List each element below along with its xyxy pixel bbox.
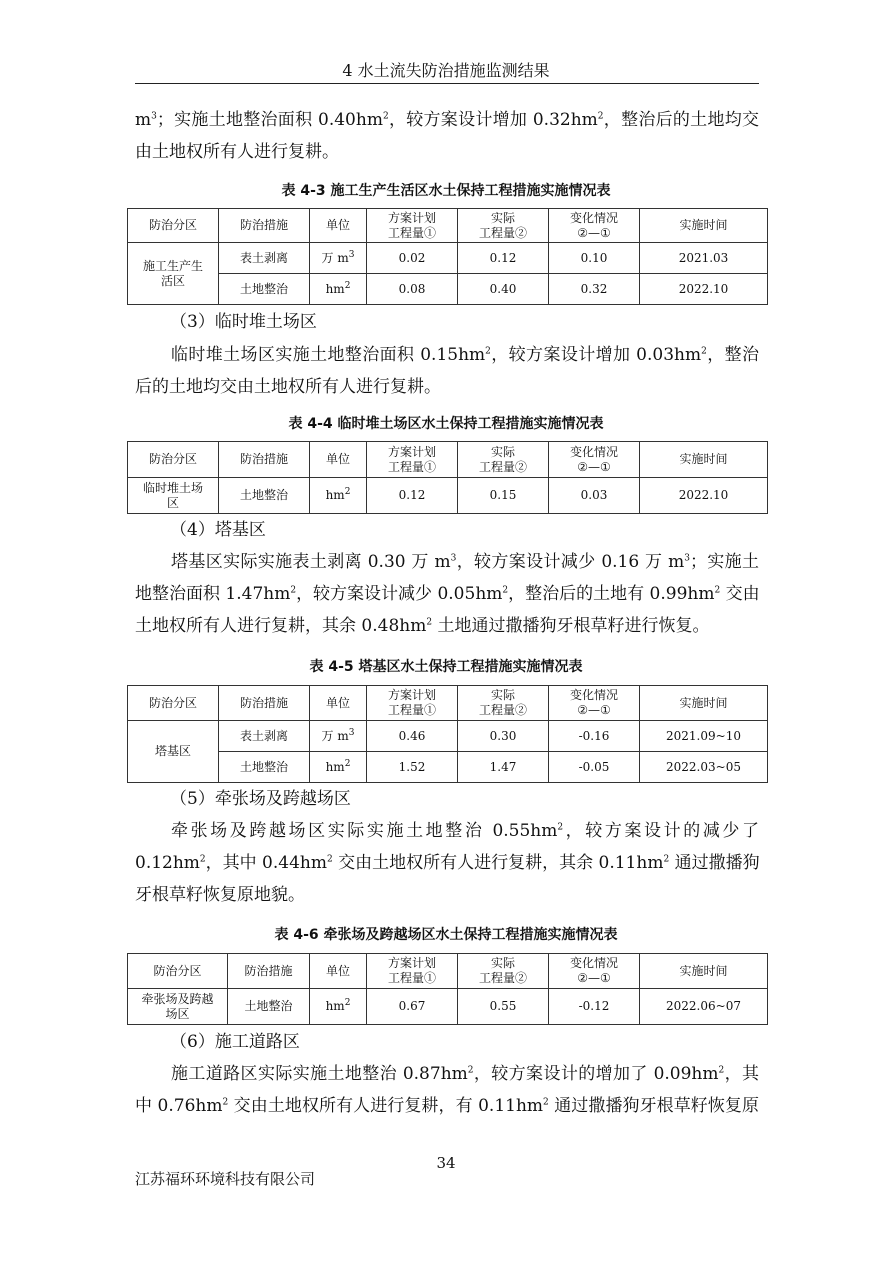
paragraph-line: 牙根草籽恢复原地貌。: [135, 885, 305, 905]
paragraph-line: 后的土地均交由土地权所有人进行复耕。: [135, 377, 441, 397]
table-row: 土地整治 $hm^2$ 1.52 1.47 -0.05 2022.03~05: [128, 752, 768, 783]
paragraph-line: 由土地权所有人进行复耕。: [135, 142, 339, 162]
table-caption: 表 4-3 施工生产生活区水土保持工程措施实施情况表: [281, 183, 611, 199]
table-row: 土地整治 $hm^2$ 0.08 0.40 0.32 2022.10: [128, 274, 768, 305]
table-row: 塔基区 表土剥离 万 $m^3$ 0.46 0.30 -0.16 2021.09~10: [128, 721, 768, 752]
paragraph-line: 中 $0.76hm^2$ 交由土地权所有人进行复耕，有 $0.11hm^2$ 通过撒播狗牙根草籽恢复原: [135, 1096, 759, 1116]
table-header-row: 防治分区 防治措施 单位 方案计划 工程量① 实际 工程量② 变化情况 ②—① 实施时间: [128, 442, 768, 478]
paragraph-line: 塔基区实际实施表土剥离 0.30 万 $m^3$，较方案设计减少 0.16 万 $m^3$；实施土: [171, 552, 760, 572]
table-4-5: [127, 685, 768, 783]
table-caption: 表 4-6 牵张场及跨越场区水土保持工程措施实施情况表: [274, 927, 618, 943]
company-name: 江苏福环环境科技有限公司: [135, 1170, 316, 1188]
paragraph-sec6: [135, 1058, 759, 1122]
section-title: （6）施工道路区: [170, 1032, 300, 1052]
table-row: 施工生产生 活区 表土剥离 万 $m^3$ 0.02 0.12 0.10 2021.03: [128, 243, 768, 274]
paragraph-line: 临时堆土场区实施土地整治面积 $0.15hm^2$，较方案设计增加 $0.03hm^2$，整治: [171, 345, 760, 365]
paragraph-line: 施工道路区实际实施土地整治 $0.87hm^2$，较方案设计的增加了 $0.09hm^2$，其: [171, 1064, 759, 1084]
header-rule: [135, 83, 759, 84]
zone-cell: 牵张场及跨越 场区: [128, 989, 228, 1025]
table-row: 临时堆土场 区 土地整治 $hm^2$ 0.12 0.15 0.03 2022.10: [128, 478, 768, 514]
table-caption: 表 4-5 塔基区水土保持工程措施实施情况表: [309, 659, 583, 675]
paragraph-line: 牵张场及跨越场区实际实施土地整治 $0.55hm^2$，较方案设计的减少了: [171, 821, 759, 841]
zone-cell: 临时堆土场 区: [128, 478, 219, 514]
section-title: （3）临时堆土场区: [170, 312, 317, 332]
running-header: 4 水土流失防治措施监测结果: [342, 61, 550, 80]
table-4-6: [127, 953, 768, 1025]
paragraph-sec4: [135, 546, 759, 642]
section-title: （5）牵张场及跨越场区: [170, 789, 351, 809]
paragraph-sec5: [135, 815, 759, 911]
paragraph-line: $m^3$；实施土地整治面积 $0.40hm^2$，较方案设计增加 $0.32hm^2$，整治后的土地均交: [135, 110, 760, 130]
table-header-row: 防治分区 防治措施 单位 方案计划 工程量① 实际 工程量② 变化情况 ②—① 实施时间: [128, 954, 768, 989]
paragraph-line: 地整治面积 $1.47hm^2$，较方案设计减少 $0.05hm^2$，整治后的土地有 $0.99hm^2$ 交由: [135, 584, 760, 604]
paragraph-line: 土地权所有人进行复耕，其余 $0.48hm^2$ 土地通过撒播狗牙根草籽进行恢复。: [135, 616, 710, 636]
table-header-row: 防治分区 防治措施 单位 方案计划 工程量① 实际 工程量② 变化情况 ②—① 实施时间: [128, 686, 768, 721]
paragraph-intro: [135, 104, 759, 168]
table-row: 牵张场及跨越 场区 土地整治 $hm^2$ 0.67 0.55 -0.12 2022.06~07: [128, 989, 768, 1025]
page-number: 34: [436, 1154, 456, 1172]
table-header-row: 防治分区 防治措施 单位 方案计划 工程量① 实际 工程量② 变化情况 ②—① 实施时间: [128, 209, 768, 243]
table-caption: 表 4-4 临时堆土场区水土保持工程措施实施情况表: [288, 416, 604, 432]
paragraph-sec3: [135, 339, 759, 403]
zone-cell: 施工生产生 活区: [128, 243, 219, 305]
zone-cell: 塔基区: [128, 721, 219, 783]
section-title: （4）塔基区: [170, 520, 266, 540]
table-4-3: [127, 208, 768, 305]
paragraph-line: $0.12hm^2$，其中 $0.44hm^2$ 交由土地权所有人进行复耕，其余 $0.11hm^2$ 通过撒播狗: [135, 853, 760, 873]
table-4-4: [127, 441, 768, 514]
